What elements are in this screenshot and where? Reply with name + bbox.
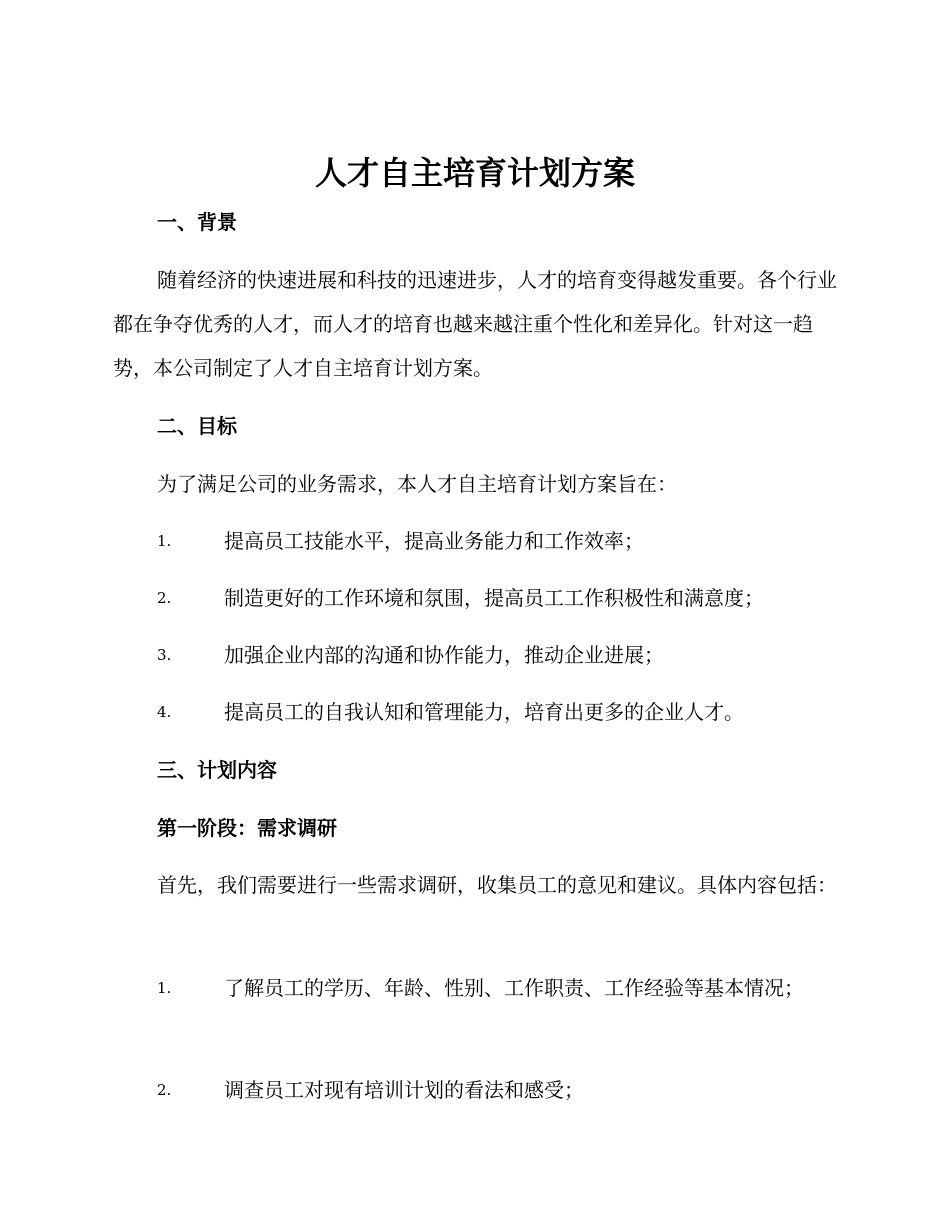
list-item [0,697,950,727]
list-text: 调查员工对现有培训计划的看法和感受； [224,1078,584,1102]
list-item [0,583,950,613]
document-title: 人才自主培育计划方案 [314,154,635,192]
section-heading-goals: 二、目标 [157,414,237,438]
list-item [113,966,838,1010]
list-item [0,1075,950,1105]
list-text: 加强企业内部的沟通和协作能力，推动企业进展； [224,643,664,667]
list-number: 3. [157,646,172,664]
background-paragraph: 随着经济的快速进展和科技的迅速进步，人才的培育变得越发重要。各个行业都在争夺优秀的人才，而人才的培育也越来越注重个性化和差异化。针对这一趋势，本公司制定了人才自主培育计划方案。 [113,268,837,380]
list-number: 4. [157,703,172,721]
list-text: 提高员工的自我认知和管理能力，培育出更多的企业人才。 [224,700,744,724]
list-number: 1. [157,532,172,550]
section-heading-background: 一、背景 [157,210,237,234]
list-text: 提高员工技能水平，提高业务能力和工作效率； [224,529,644,553]
list-item [0,526,950,556]
goals-intro: 为了满足公司的业务需求，本人才自主培育计划方案旨在： [157,472,677,496]
list-number: 1. [157,979,172,997]
list-text: 制造更好的工作环境和氛围，提高员工工作积极性和满意度； [224,586,764,610]
section-heading-plan: 三、计划内容 [157,758,277,782]
phase-heading: 第一阶段：需求调研 [157,816,337,840]
list-text: 了解员工的学历、年龄、性别、工作职责、工作经验等基本情况； [224,976,804,1000]
list-number: 2. [157,589,172,607]
phase-intro-paragraph: 首先，我们需要进行一些需求调研，收集员工的意见和建议。具体内容包括： [157,873,837,897]
list-item [0,640,950,670]
list-number: 2. [157,1081,172,1099]
